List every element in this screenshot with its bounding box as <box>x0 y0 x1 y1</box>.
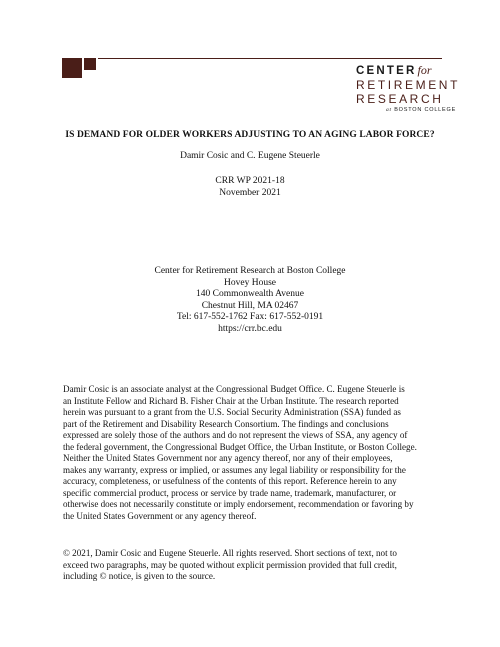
disclaimer-line: expressed are solely those of the authors and do not represent the views of SSA, any agency of <box>63 430 408 440</box>
logo-center-text: CENTER <box>356 65 417 77</box>
paper-date: November 2021 <box>219 188 281 198</box>
logo-square-small <box>84 58 96 70</box>
disclaimer-line: an Institute Fellow and Richard B. Fisher Chair at the Urban Institute. The research reported <box>63 395 399 406</box>
disclaimer-line: otherwise does not necessarily constitute or imply endorsement, recommendation or favoring by <box>63 499 414 509</box>
disclaimer-line: herein was pursuant to a grant from the U.S. Social Security Administration (SSA) funded as <box>63 407 401 417</box>
paper-title: IS DEMAND FOR OLDER WORKERS ADJUSTING TO AN AGING LABOR FORCE? <box>65 130 435 140</box>
address-line: Tel: 617-552-1762 Fax: 617-552-0191 <box>176 312 324 323</box>
header-rule <box>98 58 442 59</box>
address-line: Chestnut Hill, MA 02467 <box>201 300 299 311</box>
disclaimer-line: specific commercial product, process or service by trade name, trademark, manufacturer, or <box>63 487 397 498</box>
disclaimer-line: part of the Retirement and Disability Research Consortium. The findings and conclusions <box>63 418 389 429</box>
disclaimer-line: Neither the United States Government nor any agency thereof, nor any of their employees, <box>63 453 393 463</box>
paper-authors: Damir Cosic and C. Eugene Steuerle <box>180 151 320 161</box>
disclaimer-line: the federal government, the Congressional Budget Office, the Urban Institute, or Boston College. <box>63 441 417 452</box>
paper-number: CRR WP 2021-18 <box>215 176 285 186</box>
logo-square-large <box>62 58 82 78</box>
copyright-line: © 2021, Damir Cosic and Eugene Steuerle. All rights reserved. Short sections of text, not to <box>63 548 397 558</box>
copyright-paragraph <box>63 548 439 583</box>
copyright-line: exceed two paragraphs, may be quoted without explicit permission provided that full credit, <box>63 559 397 570</box>
logo-retirement-text: RETIREMENT <box>356 78 460 92</box>
logo-line-center <box>356 63 456 78</box>
paper-meta <box>0 175 500 199</box>
copyright-line: including © notice, is given to the source. <box>63 571 216 581</box>
disclaimer-line: Damir Cosic is an associate analyst at the Congressional Budget Office. C. Eugene Steuerle is <box>63 384 405 394</box>
disclaimer-line: makes any warranty, express or implied, or assumes any legal liability or responsibility for the <box>63 464 406 475</box>
logo-bc-text: BOSTON COLLEGE <box>394 107 457 113</box>
disclaimer-paragraph <box>63 384 439 522</box>
website-link[interactable]: https://crr.bc.edu <box>218 323 282 334</box>
disclaimer-line: accuracy, completeness, or usefulness of the contents of this report. Reference herein to any <box>63 476 397 486</box>
logo-at-text: at <box>386 107 392 113</box>
logo-line-bc <box>386 106 456 114</box>
address-line: 140 Commonwealth Avenue <box>195 289 304 300</box>
logo-for-text: for <box>417 63 432 77</box>
address-line: Hovey House <box>224 277 276 288</box>
logo-research-text: RESEARCH <box>356 92 444 106</box>
address-line: Center for Retirement Research at Boston College <box>154 266 346 276</box>
address-block <box>0 266 500 336</box>
crr-logo <box>356 63 460 114</box>
disclaimer-line: the United States Government or any agency thereof. <box>63 510 257 521</box>
